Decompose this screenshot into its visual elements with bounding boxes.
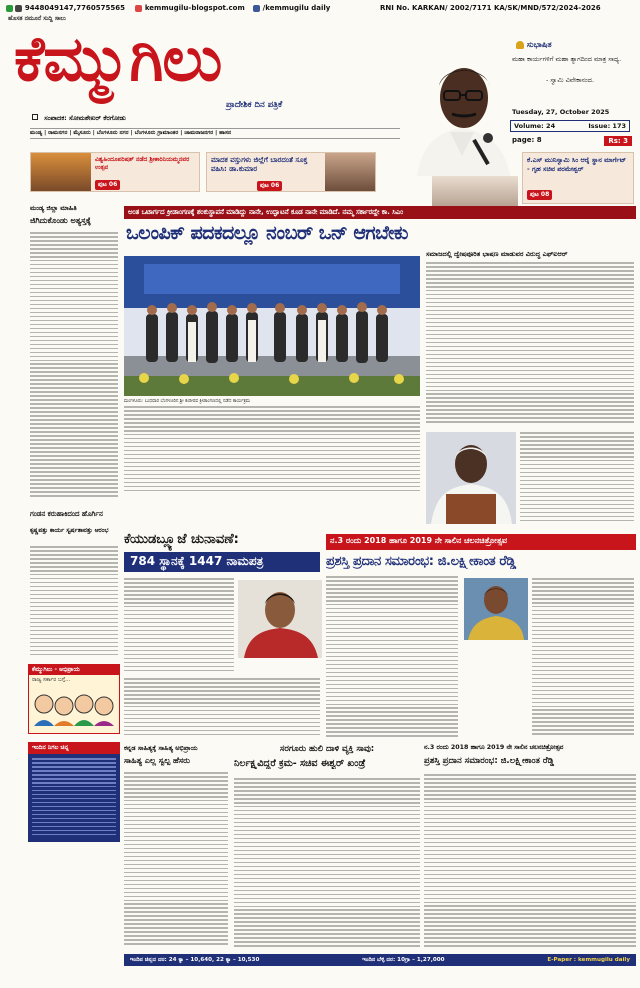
lamp-icon	[516, 41, 524, 49]
market-box	[28, 742, 120, 842]
bottom-mid-kicker: ಸರಗೂರು ಹುಲಿ ದಾಳಿ ವ್ಯಕ್ತಿ ಸಾವು:	[279, 744, 375, 754]
cartoon-illustration	[29, 686, 119, 726]
teaser-2-photo	[325, 153, 375, 191]
subhashita-label: ಸುಭಾಷಿತ	[516, 40, 552, 50]
teaser-1-page: ಪುಟ 06	[95, 180, 120, 190]
footer-bar	[124, 954, 636, 966]
teaser-3-photo	[432, 176, 518, 206]
bottom-right-body	[424, 774, 636, 950]
election-body-2	[124, 678, 320, 740]
cartoon-box	[28, 664, 120, 734]
issue-date: Tuesday, 27, October 2025	[512, 108, 610, 116]
lead-headline: ಒಲಂಪಿಕ್ ಪದಕದಲ್ಲೂ ನಂಬರ್ ಒನ್ ಆಗಬೇಕು	[126, 222, 408, 244]
cartoon-label: ಕೆಮ್ಮುಗಿಲು - ಅಭಿಪ್ರಾಯ	[29, 665, 119, 675]
rni-number: RNI No. KARKAN/ 2002/7171 KA/SK/MND/572/2024-2026	[380, 4, 601, 12]
teaser-2[interactable]: ಮಾದಕ ವಸ್ತುಗಳು ಜಿಲ್ಲೆಗೆ ಬಾರದಂತೆ ಸೂಕ್ತ ವಹಿಸಿ: ಡಾ.ಕುಮಾರ ಪುಟ 06	[206, 152, 376, 192]
award-body-2	[532, 578, 634, 740]
left-heading-2: ಜಿಗಿದುಕೊಂಡು ಅತ್ಯಸ್ತಕೈ	[30, 216, 92, 225]
facebook-icon	[253, 5, 260, 12]
minister-portrait	[412, 46, 512, 176]
whatsapp-icon	[6, 5, 13, 12]
price: Rs: 3	[604, 136, 632, 146]
footer-epaper: E-Paper : kemmugilu daily	[547, 957, 630, 963]
award-headline: ಪ್ರಶಸ್ತಿ ಪ್ರದಾನ ಸಮಾರಂಭ: ಜಿ.ಲಕ್ಷ್ಮೀಕಾಂತ ರೆಡ್ಡಿ	[326, 554, 516, 569]
lead-photo	[124, 256, 420, 396]
tagline-top: ಹೊಸತ ನಮೂನೆ ಸುದ್ದಿ ಸಾಲು	[8, 15, 66, 22]
bottom-right-headline: ಪ್ರಶಸ್ತಿ ಪ್ರದಾನ ಸಮಾರಂಭ: ಜಿ.ಲಕ್ಷ್ಮೀಕಾಂತ ರೆಡ್ಡಿ	[424, 756, 555, 766]
volume-number: Volume: 24	[514, 122, 556, 130]
bottom-mid-body	[234, 778, 420, 950]
city-bar: ಮಂಡ್ಯ | ರಾಮನಗರ | ಮೈಸೂರು | ಬೆಂಗಳೂರು ನಗರ | ಬೆಂಗಳೂರು ಗ್ರಾಮಾಂತರ | ಚಾಮರಾಜನಗರ | ಹಾಸನ	[30, 128, 400, 139]
lead-kicker: ಅಂತ ಒಟಾರ್ಗದ ಕ್ರೀಡಾಂಗಣಕ್ಕೆ ಶಂಕುಸ್ಥಾಪನೆ ಮಾಡಿದ್ದು ನಾನೇ, ಉದ್ಘಾಟನೆ ಕೂಡ ನಾನೇ ಮಾಡಿದೆ. ನಮ್ಮ ಸರ್ಕಾರದ್ದೇ ಕಾ. ಸಿಎಂ	[124, 206, 636, 219]
subhashita-author: - ಸ್ವಾಮಿ ವಿವೇಕಾನಂದ.	[546, 76, 595, 84]
editor-line: ಸಂಪಾದಕ: ಸೋಮಶೇಖರ್ ಕೆರಗೋಡು	[32, 114, 126, 123]
bottom-left-body	[124, 772, 228, 950]
side-body-2	[520, 432, 634, 524]
side-body	[426, 262, 634, 428]
contact-bar	[6, 4, 406, 14]
blog-link[interactable]: kemmugilu-blogspot.com	[144, 4, 245, 12]
left-body-1	[30, 232, 118, 502]
paper-title: ಕೆಮ್ಮುಗಿಲು	[14, 22, 222, 95]
phone-icon	[15, 5, 22, 12]
checkbox-icon	[32, 114, 38, 120]
left-body-2	[30, 546, 118, 656]
election-photo	[238, 580, 322, 658]
award-body	[326, 576, 458, 740]
volume-box	[510, 120, 630, 132]
side-heading: ಸಮಾಜದಲ್ಲಿ ದ್ವೇಷಪೂರಿತ ಭಾಷಣ ಮಾಡುವರ ವಿರುದ್ಧ ಎಫ್ಐಆರ್	[426, 250, 568, 258]
market-label: ಇಂದಿನ ನಿಗಲ ಚಿನ್ನ	[28, 742, 120, 754]
teaser-2-page: ಪುಟ 06	[257, 181, 282, 191]
election-subheading: 784 ಸ್ಥಾನಕ್ಕೆ 1447 ನಾಮಪತ್ರ	[124, 552, 320, 572]
footer-gold-rate: ಇಂದಿನ ಚಿನ್ನದ ದರ: 24 ಕ್ಯಾ – 10,640, 22 ಕ್ಯಾ – 10,530	[130, 956, 260, 963]
left-heading-4: ಕೃಷ್ಣಪತ್ತು ಕಾರ್ಯ ಸ್ವರ್ಷತಾವತ್ತು ಆರಂಭ	[30, 527, 109, 534]
award-kicker: ನ.3 ರಂದು 2018 ಹಾಗೂ 2019 ನೇ ಸಾಲಿನ ಚಲನಚಿತ್ರೋತ್ಸವ	[326, 534, 636, 550]
teaser-1[interactable]: ವಿಶ್ವಹಿಂದೂಪರಿಷತ್ ನಡೆದ ಶ್ರೀಕಾರಿನಿಯಮ್ಮನವರ ಉತ್ಸವ ಪುಟ 06	[30, 152, 200, 192]
cm-photo	[426, 432, 516, 524]
phone-numbers: 9448049147,7760575565	[24, 4, 125, 12]
paper-subtitle: ಪ್ರಾದೇಶಿಕ ದಿನ ಪತ್ರಿಕೆ	[226, 100, 283, 110]
bottom-right-kicker: ನ.3 ರಂದು 2018 ಹಾಗೂ 2019 ನೇ ಸಾಲಿನ ಚಲನಚಿತ್ರೋತ್ಸವ	[424, 744, 564, 751]
bottom-mid-headline: ನಿರ್ಲಕ್ಷ್ಯವಿದ್ದರೆ ಕ್ರಮ- ಸಚಿವ ಈಶ್ವರ್ ಖಂಡ್ರೆ	[234, 758, 366, 769]
page-count: page: 8 Rs: 3	[512, 136, 632, 146]
election-heading: ಕೆಯುಡಬ್ಲ್ಯೂಜೆ ಚುನಾವಣೆ:	[124, 532, 239, 547]
subhashita-quote: ಮಹಾ ಕಾರ್ಯಗಳಿಗೆ ಮಹಾ ತ್ಯಾಗದಿಂದ ಮಾತ್ರ ಸಾಧ್ಯ.	[512, 55, 622, 63]
bottom-left-sub: ಸಾಹಿತ್ಯ ಎಲ್ಲ ಸ್ವಲ್ಪ ಹೆಸರು	[124, 756, 190, 765]
teaser-1-photo	[31, 153, 91, 191]
facebook-link[interactable]: /kemmugilu daily	[262, 4, 331, 12]
issue-number: Issue: 173	[588, 122, 626, 130]
award-photo	[464, 578, 528, 640]
blog-icon	[135, 5, 142, 12]
lead-caption: ಮಂಗಳೂರು: ಬುಧವಾರ ಬೆಂಗಳೂರಿನ ಶ್ರೀ ಕಂಠೀರವ ಕ್ರೀಡಾಂಗಣದಲ್ಲಿ ನಡೆದ ಕಾರ್ಯಕ್ರಮ	[124, 399, 251, 404]
cartoon-caption: ರಾಜ್ಯ ಸರ್ಕಾರ ಬಗ್ಗೆ...	[32, 677, 71, 683]
left-heading-1: ಮಂಡ್ಯ ಜಿಲ್ಲಾ ಮಾಹಿತಿ	[30, 204, 77, 212]
left-heading-3: ಗಂಡನ ಕರುಹಾಕಿದಂದ ಹೊರ್ಗಿನ	[30, 510, 103, 518]
lead-body	[124, 406, 420, 496]
bottom-left-heading: ಕನ್ನಡ ಸಾಹಿತ್ಯಕ್ಕೆ ಸಾಹಿತ್ಯ ಅಭಿಪ್ರಾಯ	[124, 744, 198, 752]
election-body	[124, 578, 234, 674]
footer-silver-rate: ಇಂದಿನ ಬೆಳ್ಳಿ ದರ: 10ಗ್ರಾ – 1,27,000	[362, 956, 445, 963]
teaser-3-page: ಪುಟ 08	[527, 190, 552, 200]
teaser-3[interactable]: ಕೆ.ಎಸ್ ಮುನಿಸ್ವಾಮಿ ಸಿಂ ಆರೈ ಸ್ಥಾನ ಮಾರ್ಗೆಟ್ - ಗೃಹ ಸಚಿವ ಪರಮೇಶ್ವರ್ ಪುಟ 08	[522, 152, 634, 204]
